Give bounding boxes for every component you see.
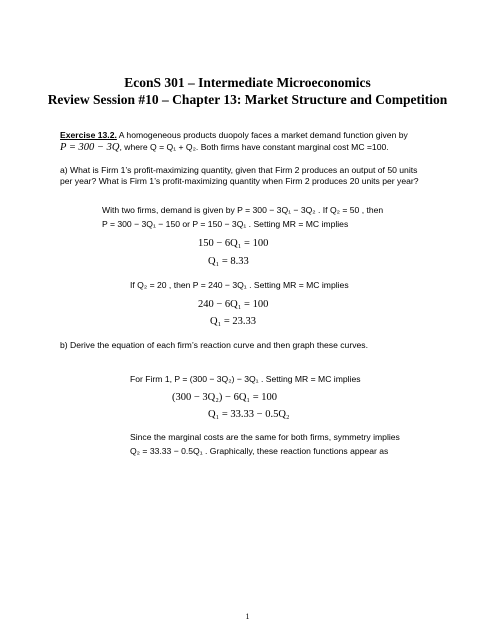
part-a-answer-line-3: If Q₂ = 20 , then P = 240 − 3Q₁ . Setting MR = MC implies — [130, 280, 349, 290]
exercise-intro-text: A homogeneous products duopoly faces a market demand function given by — [116, 130, 408, 140]
part-b-question: b) Derive the equation of each firm’s reaction curve and then graph these curves. — [60, 340, 368, 350]
title-line-2: Review Session #10 – Chapter 13: Market Structure and Competition — [47, 92, 448, 107]
exercise-demand-line — [60, 142, 389, 153]
part-a-equation-2: Q₁ = 8.33 — [208, 256, 249, 267]
demand-tail: , where Q = Q₁ + Q₂. Both firms have constant marginal cost MC =100. — [119, 142, 389, 152]
part-b-equation-1: (300 − 3Q₂) − 6Q₁ = 100 — [172, 392, 277, 403]
part-a-equation-3: 240 − 6Q₁ = 100 — [198, 299, 269, 310]
part-a-question-line-2: per year? What is Firm 1’s profit-maximizing quantity when Firm 2 produces 20 units per year? — [60, 176, 419, 186]
part-b-answer-line-3: Q₂ = 33.33 − 0.5Q₁ . Graphically, these reaction functions appear as — [130, 446, 389, 456]
part-b-answer-line-1: For Firm 1, P = (300 − 3Q₂) − 3Q₁ . Setting MR = MC implies — [130, 374, 361, 384]
part-a-equation-4: Q₁ = 23.33 — [210, 316, 257, 327]
title-line-1: EconS 301 – Intermediate Microeconomics — [124, 75, 371, 90]
part-a-answer-line-1: With two firms, demand is given by P = 300 − 3Q₁ − 3Q₂ . If Q₂ = 50 , then — [102, 205, 384, 215]
exercise-label: Exercise 13.2. — [60, 130, 117, 140]
part-a-answer-line-2: P = 300 − 3Q₁ − 150 or P = 150 − 3Q₁ . Setting MR = MC implies — [102, 219, 349, 229]
exercise-intro — [60, 130, 408, 140]
page-number: 1 — [245, 612, 250, 621]
part-a-equation-1: 150 − 6Q₁ = 100 — [198, 238, 269, 249]
part-b-equation-2: Q₁ = 33.33 − 0.5Q₂ — [208, 409, 290, 420]
part-b-answer-line-2: Since the marginal costs are the same for both firms, symmetry implies — [130, 432, 400, 442]
demand-function: P = 300 − 3Q — [60, 142, 120, 153]
part-a-question-line-1: a) What is Firm 1’s profit-maximizing quantity, given that Firm 2 produces an output of 50 units — [60, 165, 418, 175]
